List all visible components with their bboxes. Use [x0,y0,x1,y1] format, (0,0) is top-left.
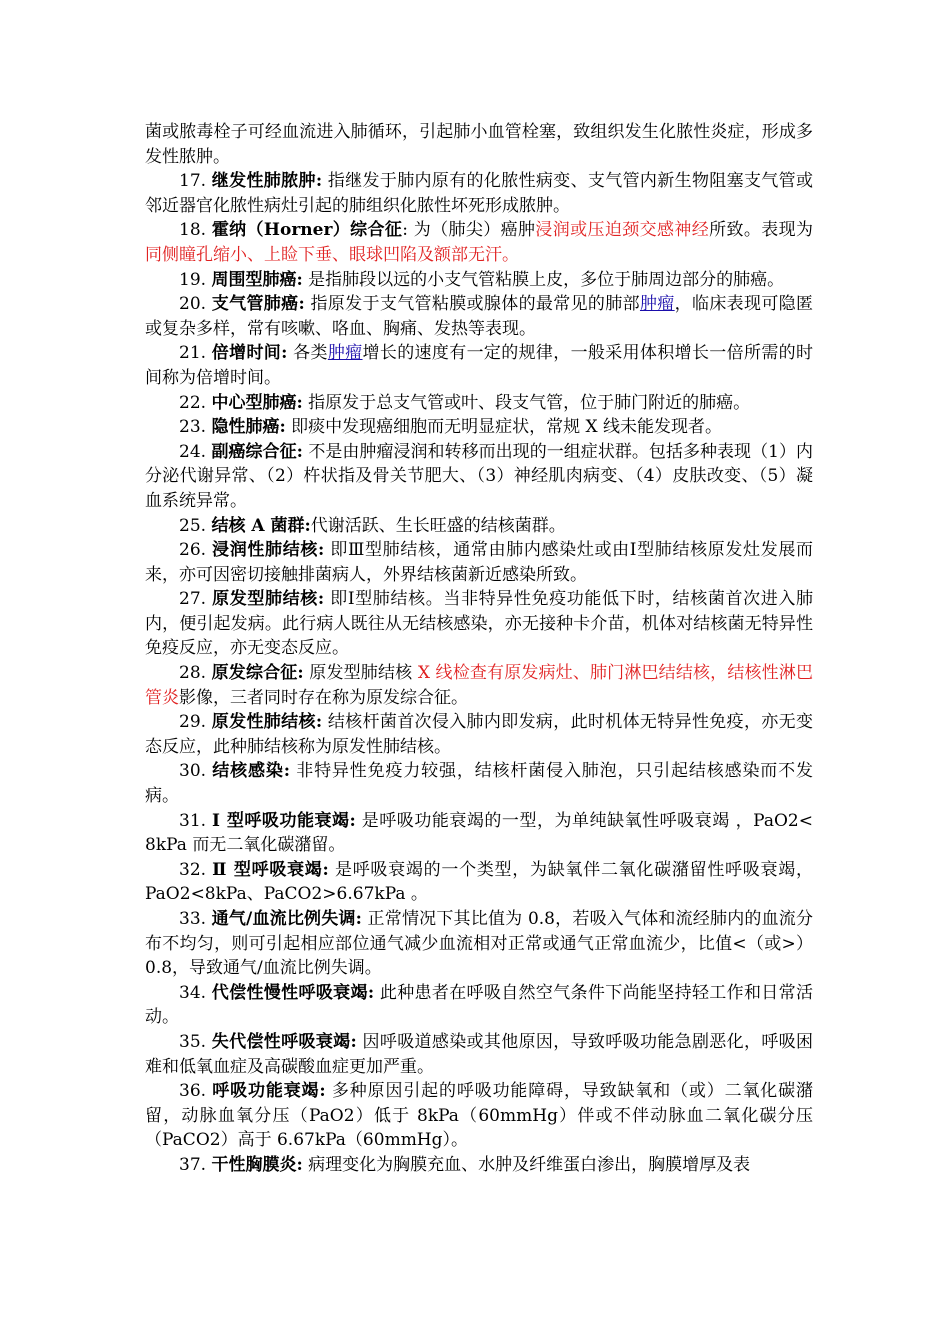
body-text: 是呼吸功能衰竭的一型，为单纯缺氧性呼吸衰竭 ，PaO2< 8kPa 而无二氧化碳潴留。 [145,810,813,856]
term-heading: 副癌综合征: [211,441,303,462]
body-text: 35. [179,1031,212,1052]
term-heading: 干性胸膜炎: [211,1154,303,1175]
term-heading: 结核 A 菌群: [211,515,311,536]
body-text: 24. [179,441,212,462]
body-text: 34. [179,982,212,1003]
paragraph [145,710,813,759]
body-text: 26. [179,540,213,561]
term-heading: 支气管肺癌: [211,294,305,315]
paragraph [145,1079,813,1153]
body-text: 31. [179,810,212,831]
body-text: 非特异性免疫力较强，结核杆菌侵入肺泡，只引起结核感染而不发病。 [145,761,813,807]
term-heading: 原发综合征: [211,663,304,684]
body-text: 即Ⅰ型肺结核。当非特异性免疫功能低下时，结核菌首次进入肺内，便引起发病。此行病人既往从无结核感染，亦无接种卡介苗，机体对结核菌无特异性免疫反应，亦无变态反应。 [145,589,813,659]
paragraph [145,809,813,858]
paragraph [145,391,813,416]
term-heading: 结核感染: [212,761,290,782]
term-heading: 失代偿性呼吸衰竭: [211,1031,357,1052]
body-text: 33. [179,909,212,929]
highlight-text: 浸润或压迫颈交感神经 [535,220,710,241]
body-text: 增长的速度有一定的规律，一般采用体积增长一倍所需的时间称为倍增时间。 [145,343,814,388]
body-text: 25. [179,515,212,536]
body-text: 36. [179,1081,213,1102]
body-text: 原发型肺结核 [303,663,418,684]
highlight-text: 同侧瞳孔缩小、上睑下垂、眼球凹陷及额部无汗。 [145,244,519,265]
paragraph [145,907,813,981]
paragraph [145,538,813,587]
body-text: 37. [179,1154,212,1175]
body-text: 是呼吸衰竭的一个类型，为缺氧伴二氧化碳潴留性呼吸衰竭，PaO2<8kPa、PaCO2>6.67kPa 。 [145,859,813,905]
body-text: 指原发于总支气管或叶、段支气管，位于肺门附近的肺癌。 [302,392,751,413]
body-text: 21. [179,343,212,364]
term-heading: 原发性肺结核: [211,712,323,733]
body-text: 因呼吸道感染或其他原因，导致呼吸功能急剧恶化，呼吸困难和低氧血症及高碳酸血症更加严重。 [145,1031,813,1077]
body-text: 即Ⅲ型肺结核，通常由肺内感染灶或由Ⅰ型肺结核原发灶发展而来，亦可因密切接触排菌病人，外界结核菌新近感染所致。 [145,540,813,585]
hyperlink[interactable]: 肿瘤 [639,294,675,315]
paragraph [145,169,813,218]
term-heading: 原发型肺结核: [212,589,325,610]
paragraph [145,292,813,341]
body-text: 即痰中发现癌细胞而无明显症状，常规 X 线未能发现者。 [285,417,723,438]
paragraph [145,120,813,169]
body-text: 各类 [287,343,328,364]
paragraph [145,514,813,539]
body-text: 29. [179,712,212,733]
term-heading: 继发性肺脓肿: [211,171,323,192]
paragraph [145,341,813,390]
term-heading: 隐性肺癌: [211,417,286,438]
paragraph [145,981,813,1030]
paragraph [145,218,813,267]
paragraph [145,415,813,440]
paragraph [145,268,813,293]
paragraph [145,440,813,514]
term-heading: 呼吸功能衰竭: [212,1081,326,1102]
body-text: 多种原因引起的呼吸功能障碍，导致缺氧和（或）二氧化碳潴留，动脉血氧分压（PaO2）低于 8kPa（60mmHg）伴或不伴动脉血二氧化碳分压（PaCO2）高于 6.67kPa（60mmHg）。 [145,1081,813,1151]
body-text: 结核杆菌首次侵入肺内即发病，此时机体无特异性免疫，亦无变态反应，此种肺结核称为原发性肺结核。 [145,712,813,757]
body-text: 影像，三者同时存在称为原发综合征。 [179,687,468,708]
term-heading: 浸润性肺结核: [212,540,325,561]
body-text: 代谢活跃、生长旺盛的结核菌群。 [310,515,566,536]
term-heading: 周围型肺癌: [211,269,303,290]
paragraph [145,1030,813,1079]
highlight-text: X 线检查有原发病灶、肺门淋巴结结核，结核性淋巴管炎 [145,663,813,708]
body-text: 19. [179,269,212,290]
body-text: 不是由肿瘤浸润和转移而出现的一组症状群。包括多种表现（1）内分泌代谢异常、（2）杵状指及骨关节肥大、（3）神经肌肉病变、（4）皮肤改变、（5）凝血系统异常。 [145,441,813,511]
body-text: 正常情况下其比值为 0.8，若吸入气体和流经肺内的血流分布不均匀，则可引起相应部位通气减少血流相对正常或通气正常血流少，比值<（或>）0.8，导致通气/血流比例失调。 [145,909,813,979]
body-text: 23. [179,417,212,438]
paragraph [145,759,813,808]
body-text: 30. [179,761,213,782]
term-heading: 通气/血流比例失调: [211,909,362,929]
term-heading: 倍增时间: [211,343,288,364]
body-text: 病理变化为胸膜充血、水肿及纤维蛋白渗出，胸膜增厚及表 [302,1154,751,1175]
body-text: 是指肺段以远的小支气管粘膜上皮，多位于肺周边部分的肺癌。 [302,269,785,290]
body-text: 指继发于肺内原有的化脓性病变、支气管内新生物阻塞支气管或邻近器官化脓性病灶引起的肺组织化脓性坏死形成脓肿。 [145,171,813,216]
document-body [145,120,813,1178]
body-text: 20. [179,294,212,315]
paragraph [145,1153,813,1178]
body-text: 27. [179,589,213,610]
body-text: 17. [179,171,212,192]
body-text: 22. [179,392,212,413]
body-text: ，临床表现可隐匿或复杂多样，常有咳嗽、咯血、胸痛、发热等表现。 [145,294,814,339]
term-heading: 中心型肺癌: [211,392,303,413]
paragraph [145,661,813,710]
body-text: 32. [179,859,213,880]
term-heading: Ⅰ 型呼吸功能衰竭: [211,810,356,831]
paragraph [145,587,813,661]
body-text: 18. [179,220,212,241]
body-text: 菌或脓毒栓子可经血流进入肺循环，引起肺小血管栓塞，致组织发生化脓性炎症，形成多发性脓肿。 [145,122,813,167]
term-heading: 霍纳（Horner）综合征 [211,220,403,241]
body-text: : 为（肺尖）癌肿 [402,220,536,241]
paragraph [145,858,813,907]
body-text: 28. [179,663,212,684]
body-text: 指原发于支气管粘膜或腺体的最常见的肺部 [304,294,640,315]
term-heading: 代偿性慢性呼吸衰竭: [211,982,375,1003]
body-text: 此种患者在呼吸自然空气条件下尚能坚持轻工作和日常活动。 [145,982,813,1028]
term-heading: Ⅱ 型呼吸衰竭: [212,859,329,880]
body-text: 所致。表现为 [709,220,813,241]
hyperlink[interactable]: 肿瘤 [327,343,363,364]
